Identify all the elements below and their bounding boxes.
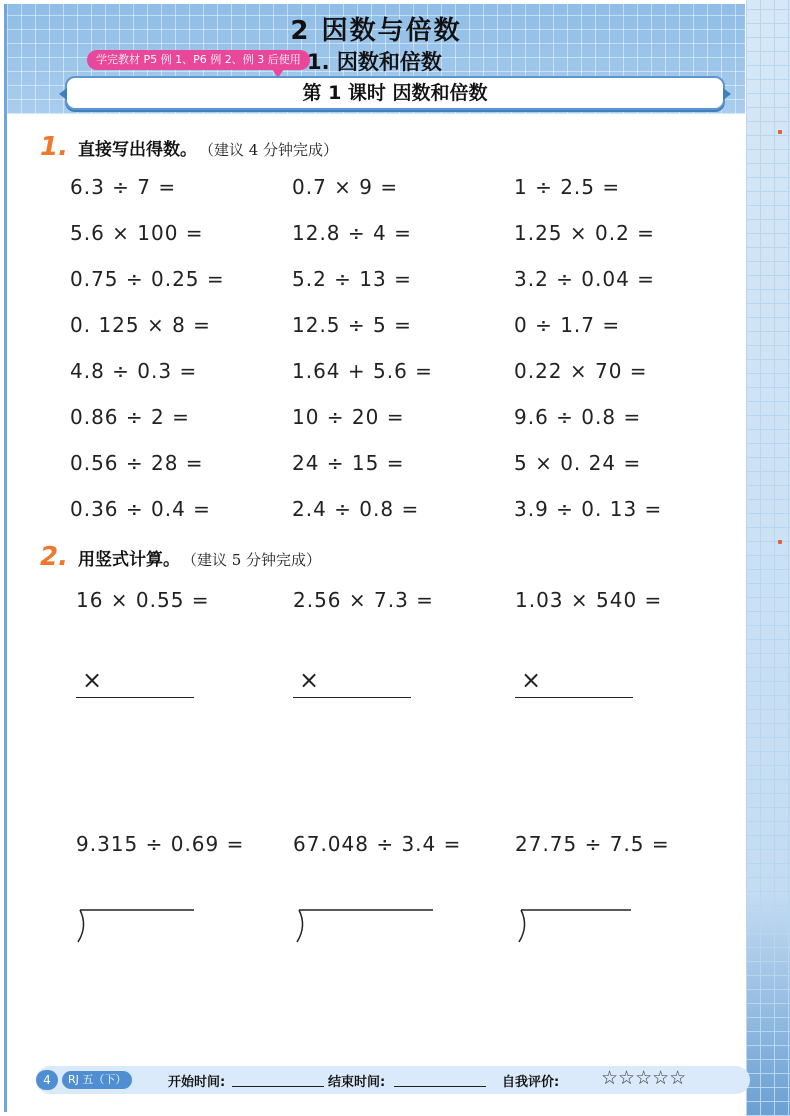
problem: 0.56 ÷ 28 = <box>70 451 204 475</box>
long-division-bracket-icon <box>295 908 413 942</box>
problem: 5 × 0. 24 = <box>514 451 642 475</box>
problem: 0.36 ÷ 0.4 = <box>70 497 211 521</box>
page-footer <box>36 1066 750 1094</box>
vertical-problem: 67.048 ÷ 3.4 = <box>293 832 462 856</box>
problem: 3.9 ÷ 0. 13 = <box>514 497 663 521</box>
chapter-header <box>7 4 745 114</box>
problem: 4.8 ÷ 0.3 = <box>70 359 198 383</box>
problem: 0.75 ÷ 0.25 = <box>70 267 225 291</box>
vertical-problem: 27.75 ÷ 7.5 = <box>515 832 670 856</box>
multiply-sign-icon: × <box>82 666 103 694</box>
multiply-sign-icon: × <box>521 666 542 694</box>
multiplication-work-line <box>76 666 194 698</box>
question-time-hint: （建议 4 分钟完成） <box>198 141 339 159</box>
problem: 12.5 ÷ 5 = <box>292 313 412 337</box>
question-instruction: 用竖式计算。 <box>77 550 180 570</box>
page-number: 4 <box>36 1070 58 1090</box>
page-edge-strip <box>746 0 790 1116</box>
problem: 24 ÷ 15 = <box>292 451 405 475</box>
edge-mark <box>778 540 782 544</box>
question-2-heading <box>40 542 321 572</box>
vertical-problem: 2.56 × 7.3 = <box>293 588 434 612</box>
lesson-title: 第 1 课时 因数和倍数 <box>65 76 725 110</box>
question-time-hint: （建议 5 分钟完成） <box>181 551 322 569</box>
problem: 2.4 ÷ 0.8 = <box>292 497 420 521</box>
long-division-bracket-icon <box>517 908 635 942</box>
problem: 9.6 ÷ 0.8 = <box>514 405 642 429</box>
multiply-sign-icon: × <box>299 666 320 694</box>
problem: 3.2 ÷ 0.04 = <box>514 267 655 291</box>
problem: 1.64 + 5.6 = <box>292 359 433 383</box>
end-time-label: 结束时间: <box>328 1075 386 1090</box>
self-evaluation-label: 自我评价: <box>502 1075 560 1090</box>
problem: 5.2 ÷ 13 = <box>292 267 412 291</box>
vertical-problem: 1.03 × 540 = <box>515 588 663 612</box>
problem: 12.8 ÷ 4 = <box>292 221 412 245</box>
problem: 5.6 × 100 = <box>70 221 204 245</box>
question-1-heading <box>40 132 338 162</box>
question-instruction: 直接写出得数。 <box>77 140 197 160</box>
start-time-label: 开始时间: <box>168 1075 226 1090</box>
vertical-problem: 9.315 ÷ 0.69 = <box>76 832 245 856</box>
start-time-field[interactable] <box>232 1086 324 1087</box>
end-time-field[interactable] <box>394 1086 486 1087</box>
edge-mark <box>778 130 782 134</box>
problem: 0.22 × 70 = <box>514 359 648 383</box>
star-rating-icon[interactable]: ☆☆☆☆☆ <box>601 1067 687 1089</box>
multiplication-work-line <box>515 666 633 698</box>
chapter-title: 2 因数与倍数 <box>290 16 462 46</box>
long-division-bracket-icon <box>76 908 194 942</box>
problem: 10 ÷ 20 = <box>292 405 405 429</box>
problem: 0. 125 × 8 = <box>70 313 211 337</box>
question-number: 1. <box>40 132 68 162</box>
problem: 0.7 × 9 = <box>292 175 399 199</box>
problem: 0.86 ÷ 2 = <box>70 405 190 429</box>
usage-tag: 学完教材 P5 例 1、P6 例 2、例 3 后使用 <box>87 50 310 70</box>
vertical-problem: 16 × 0.55 = <box>76 588 210 612</box>
problem: 1.25 × 0.2 = <box>514 221 655 245</box>
grade-badge: RJ 五（下） <box>62 1071 132 1089</box>
section-title: 1. 因数和倍数 <box>307 50 442 74</box>
problem: 6.3 ÷ 7 = <box>70 175 177 199</box>
problem: 0 ÷ 1.7 = <box>514 313 621 337</box>
problem: 1 ÷ 2.5 = <box>514 175 621 199</box>
question-number: 2. <box>40 542 68 572</box>
multiplication-work-line <box>293 666 411 698</box>
